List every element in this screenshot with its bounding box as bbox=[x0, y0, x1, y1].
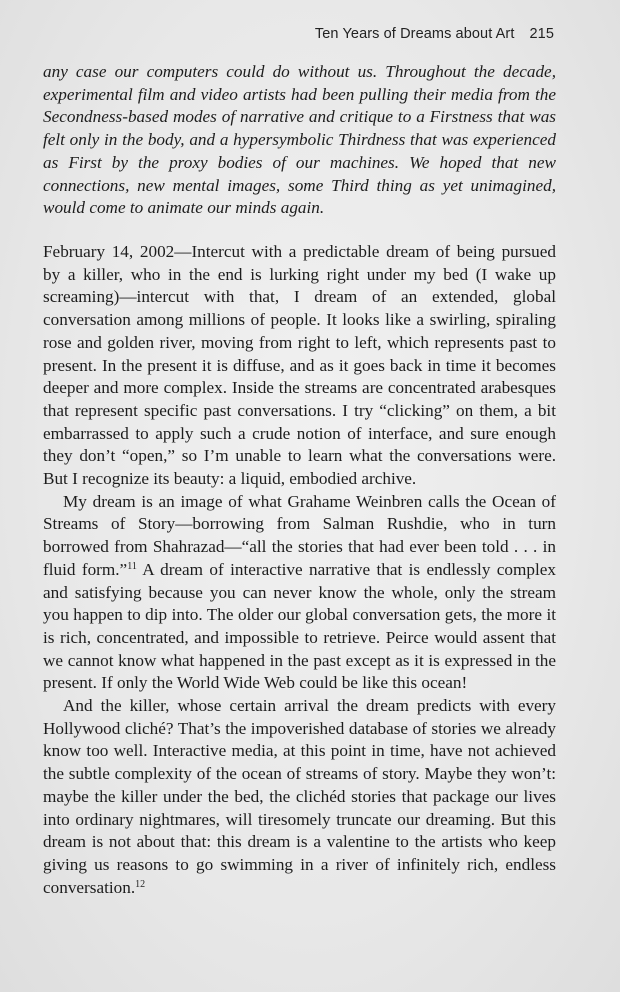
italic-paragraph: any case our computers could do without us. Throughout the decade, experimental film and video artists had been pulling their media from the Secondness-based modes of narrative and critique to a Firstness that was felt only in the body, and a hypersymbolic Thirdness that was experienced as First by the proxy bodies of our machines. We hoped that new connections, new mental images, some Third thing as yet unimagined, would come to animate our minds again. bbox=[43, 62, 556, 218]
dream-paragraph-1: February 14, 2002—Intercut with a predictable dream of being pursued by a killer, who in the end is lurking right under my bed (I wake up screaming)—intercut with that, I dream of an extended, global conversation among millions of people. It looks like a swirling, spiraling rose and golden river, moving from right to left, which represents past to present. In the present it is diffuse, and as it goes back in time it becomes deeper and more complex. Inside the streams are concentrated arabesques that represent specific past conversations. I try “clicking” on them, a bit embarrassed to apply such a crude notion of interface, and sure enough they don’t “open,” so I’m unable to learn what the conversations were. But I recognize its beauty: a liquid, embodied archive. bbox=[43, 242, 556, 489]
page-number: 215 bbox=[529, 26, 554, 42]
dream-paragraph-3 bbox=[43, 695, 556, 899]
footnote-marker-11: 11 bbox=[127, 560, 137, 572]
running-title: Ten Years of Dreams about Art bbox=[314, 26, 515, 42]
paragraph-3-text: And the killer, whose certain arrival the dream predicts with every Hollywood cliché? That’s the impoverished database of stories we already know too well. Interactive media, at this point in time, have not achieved the subtle complexity of the ocean of streams of story. Maybe they won’t: maybe the killer under the bed, the clichéd stories that package our lives into ordinary nightmares, will tiresomely truncate our dreaming. But this dream is not about that: this dream is a valentine to the artists who keep giving us reasons to go swimming in a river of infinitely rich, endless conversation. bbox=[43, 696, 556, 897]
dream-paragraph-2 bbox=[43, 491, 556, 695]
paragraph-2-text-b: A dream of interactive narrative that is endlessly complex and satisfying because you can never know the whole, only the stream you happen to dip into. The older our global conversation gets, the more it is rich, concentrated, and impossible to retrieve. Peirce would assent that we cannot know what happened in the past except as it is expressed in the present. If only the World Wide Web could be like this ocean! bbox=[43, 559, 556, 693]
paragraph-2-text-a: My dream is an image of what Grahame Weinbren calls the Ocean of Streams of Story—borrowing from Salman Rushdie, who in turn borrowed from Shahrazad—“all the stories that had ever been told . . . in fluid form.” bbox=[43, 491, 556, 579]
running-header bbox=[315, 26, 554, 42]
dream-entry bbox=[43, 241, 556, 899]
footnote-marker-12: 12 bbox=[135, 878, 146, 890]
